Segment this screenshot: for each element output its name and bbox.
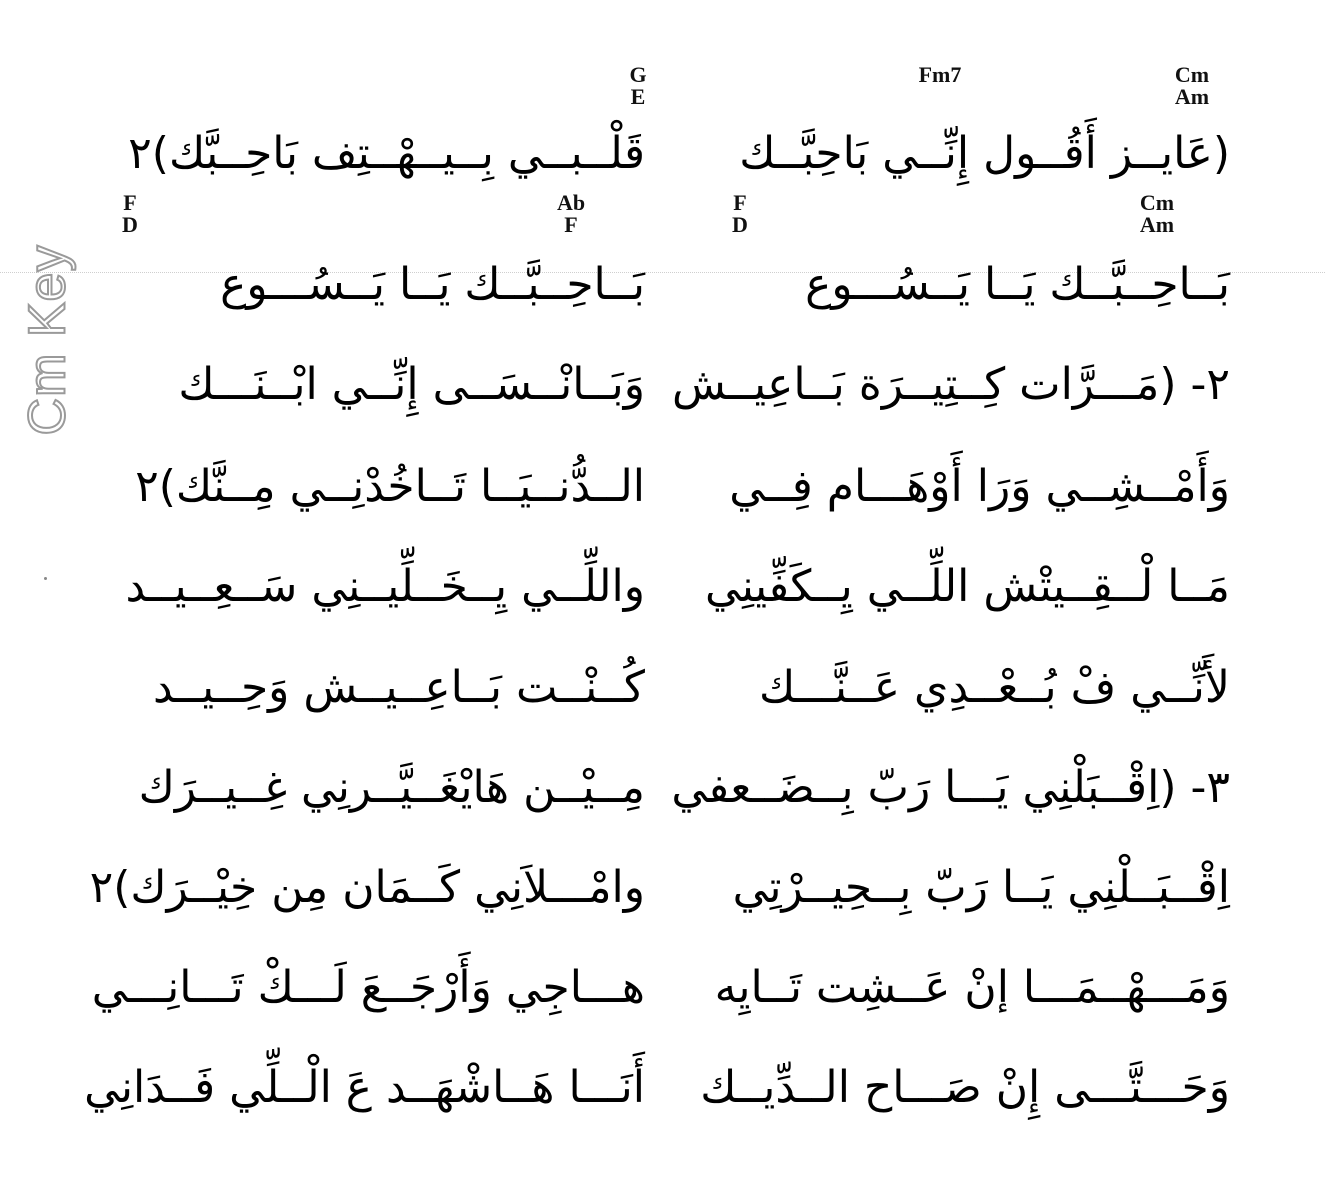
lyric-line-left: مِــيْــن هَايْغَــيَّــرنِي غِــيــرَك: [138, 762, 645, 813]
chord-top: Cm: [1174, 62, 1210, 87]
key-label-text: Cm Key: [18, 244, 77, 436]
chord-f-d-left: [122, 192, 138, 236]
chord-fm7: [919, 64, 962, 86]
lyric-line-left: كُــنْــت بَــاعِــيــش وَحِــيــد: [153, 662, 645, 713]
chord-bottom: D: [122, 212, 138, 237]
lyric-line-left: هـــاجِي وَأَرْجَــعَ لَـــكْ تَـــانِـــي: [91, 962, 645, 1013]
lyric-line-right: اِقْــبَــلْنِي يَــا رَبّ بِــحِيــرْتِي: [732, 862, 1230, 913]
lyric-line-right: ٣- (اِقْــبَلْنِي يَـــا رَبّ بِــضَــعفي: [671, 762, 1230, 813]
chord-top: Cm: [1139, 190, 1175, 215]
chord-bottom: D: [732, 212, 748, 237]
chord-top: G: [629, 62, 647, 87]
chord-bottom: Am: [1174, 84, 1210, 109]
chord-top: Fm7: [918, 62, 962, 87]
lyric-line-left: واللِّــي يِــخَــلِّيــنِي سَــعِــيــد: [125, 561, 645, 612]
lyric-line-left: الــدُّنــيَــا تَــاخُدْنِــي مِــنَّك)٢: [135, 461, 645, 512]
chord-top: Ab: [556, 190, 586, 215]
lyric-line-right: بَــاحِــبَّــك يَــا يَــسُـــوع: [805, 259, 1230, 310]
lyric-line-left: قَلْــبــي بِــيــهْــتِف بَاحِــبَّك)٢: [128, 128, 645, 179]
chord-bottom: Am: [1139, 212, 1175, 237]
chord-ab-f: [557, 192, 585, 236]
chord-top: F: [733, 190, 747, 215]
lyric-line-left: وامْـــلاَنِي كَــمَان مِن خِيْــرَك)٢: [89, 862, 645, 913]
chord-bottom: F: [564, 212, 578, 237]
lyric-line-right: لأَنِّــي فْ بُــعْــدِي عَــنَّـــك: [758, 662, 1230, 713]
lyric-line-right: (عَايــز أَقُــول إِنِّــي بَاحِبَّــك: [739, 128, 1230, 179]
lyric-line-right: وَحَـــتَّـــى إِنْ صَـــاح الــدِّيــك: [700, 1062, 1230, 1113]
chord-cm-am-1: [1175, 64, 1209, 108]
lyric-line-left: أَنَـــا هَــاشْهَــد عَ الْــلِّي فَــدَانِي: [84, 1062, 645, 1113]
lyric-line-right: وَأَمْــشِــي وَرَا أَوْهَـــام فِــي: [729, 461, 1230, 512]
lyric-line-right: ٢- (مَـــرَّات كِــتِيــرَة بَــاعِيــش: [671, 359, 1230, 410]
lyric-line-right: مَــا لْــقِــيتْش اللِّــي يِــكَفِّينِي: [704, 561, 1230, 612]
chord-f-d-right: [732, 192, 748, 236]
lyric-line-left: وَبَــانْــسَــى إِنِّــي ابْــنَـــك: [178, 359, 645, 410]
chord-top: F: [123, 190, 137, 215]
lyric-line-right: وَمَـــهْــمَـــا إنْ عَــشِت تَــايِه: [714, 962, 1230, 1013]
chord-cm-am-2: [1140, 192, 1174, 236]
lyric-line-left: بَــاحِــبَّــك يَــا يَــسُـــوع: [220, 259, 645, 310]
margin-dot: [44, 577, 47, 580]
key-label: [12, 240, 82, 440]
chord-bottom: E: [630, 84, 646, 109]
chord-g-e: [629, 64, 646, 108]
